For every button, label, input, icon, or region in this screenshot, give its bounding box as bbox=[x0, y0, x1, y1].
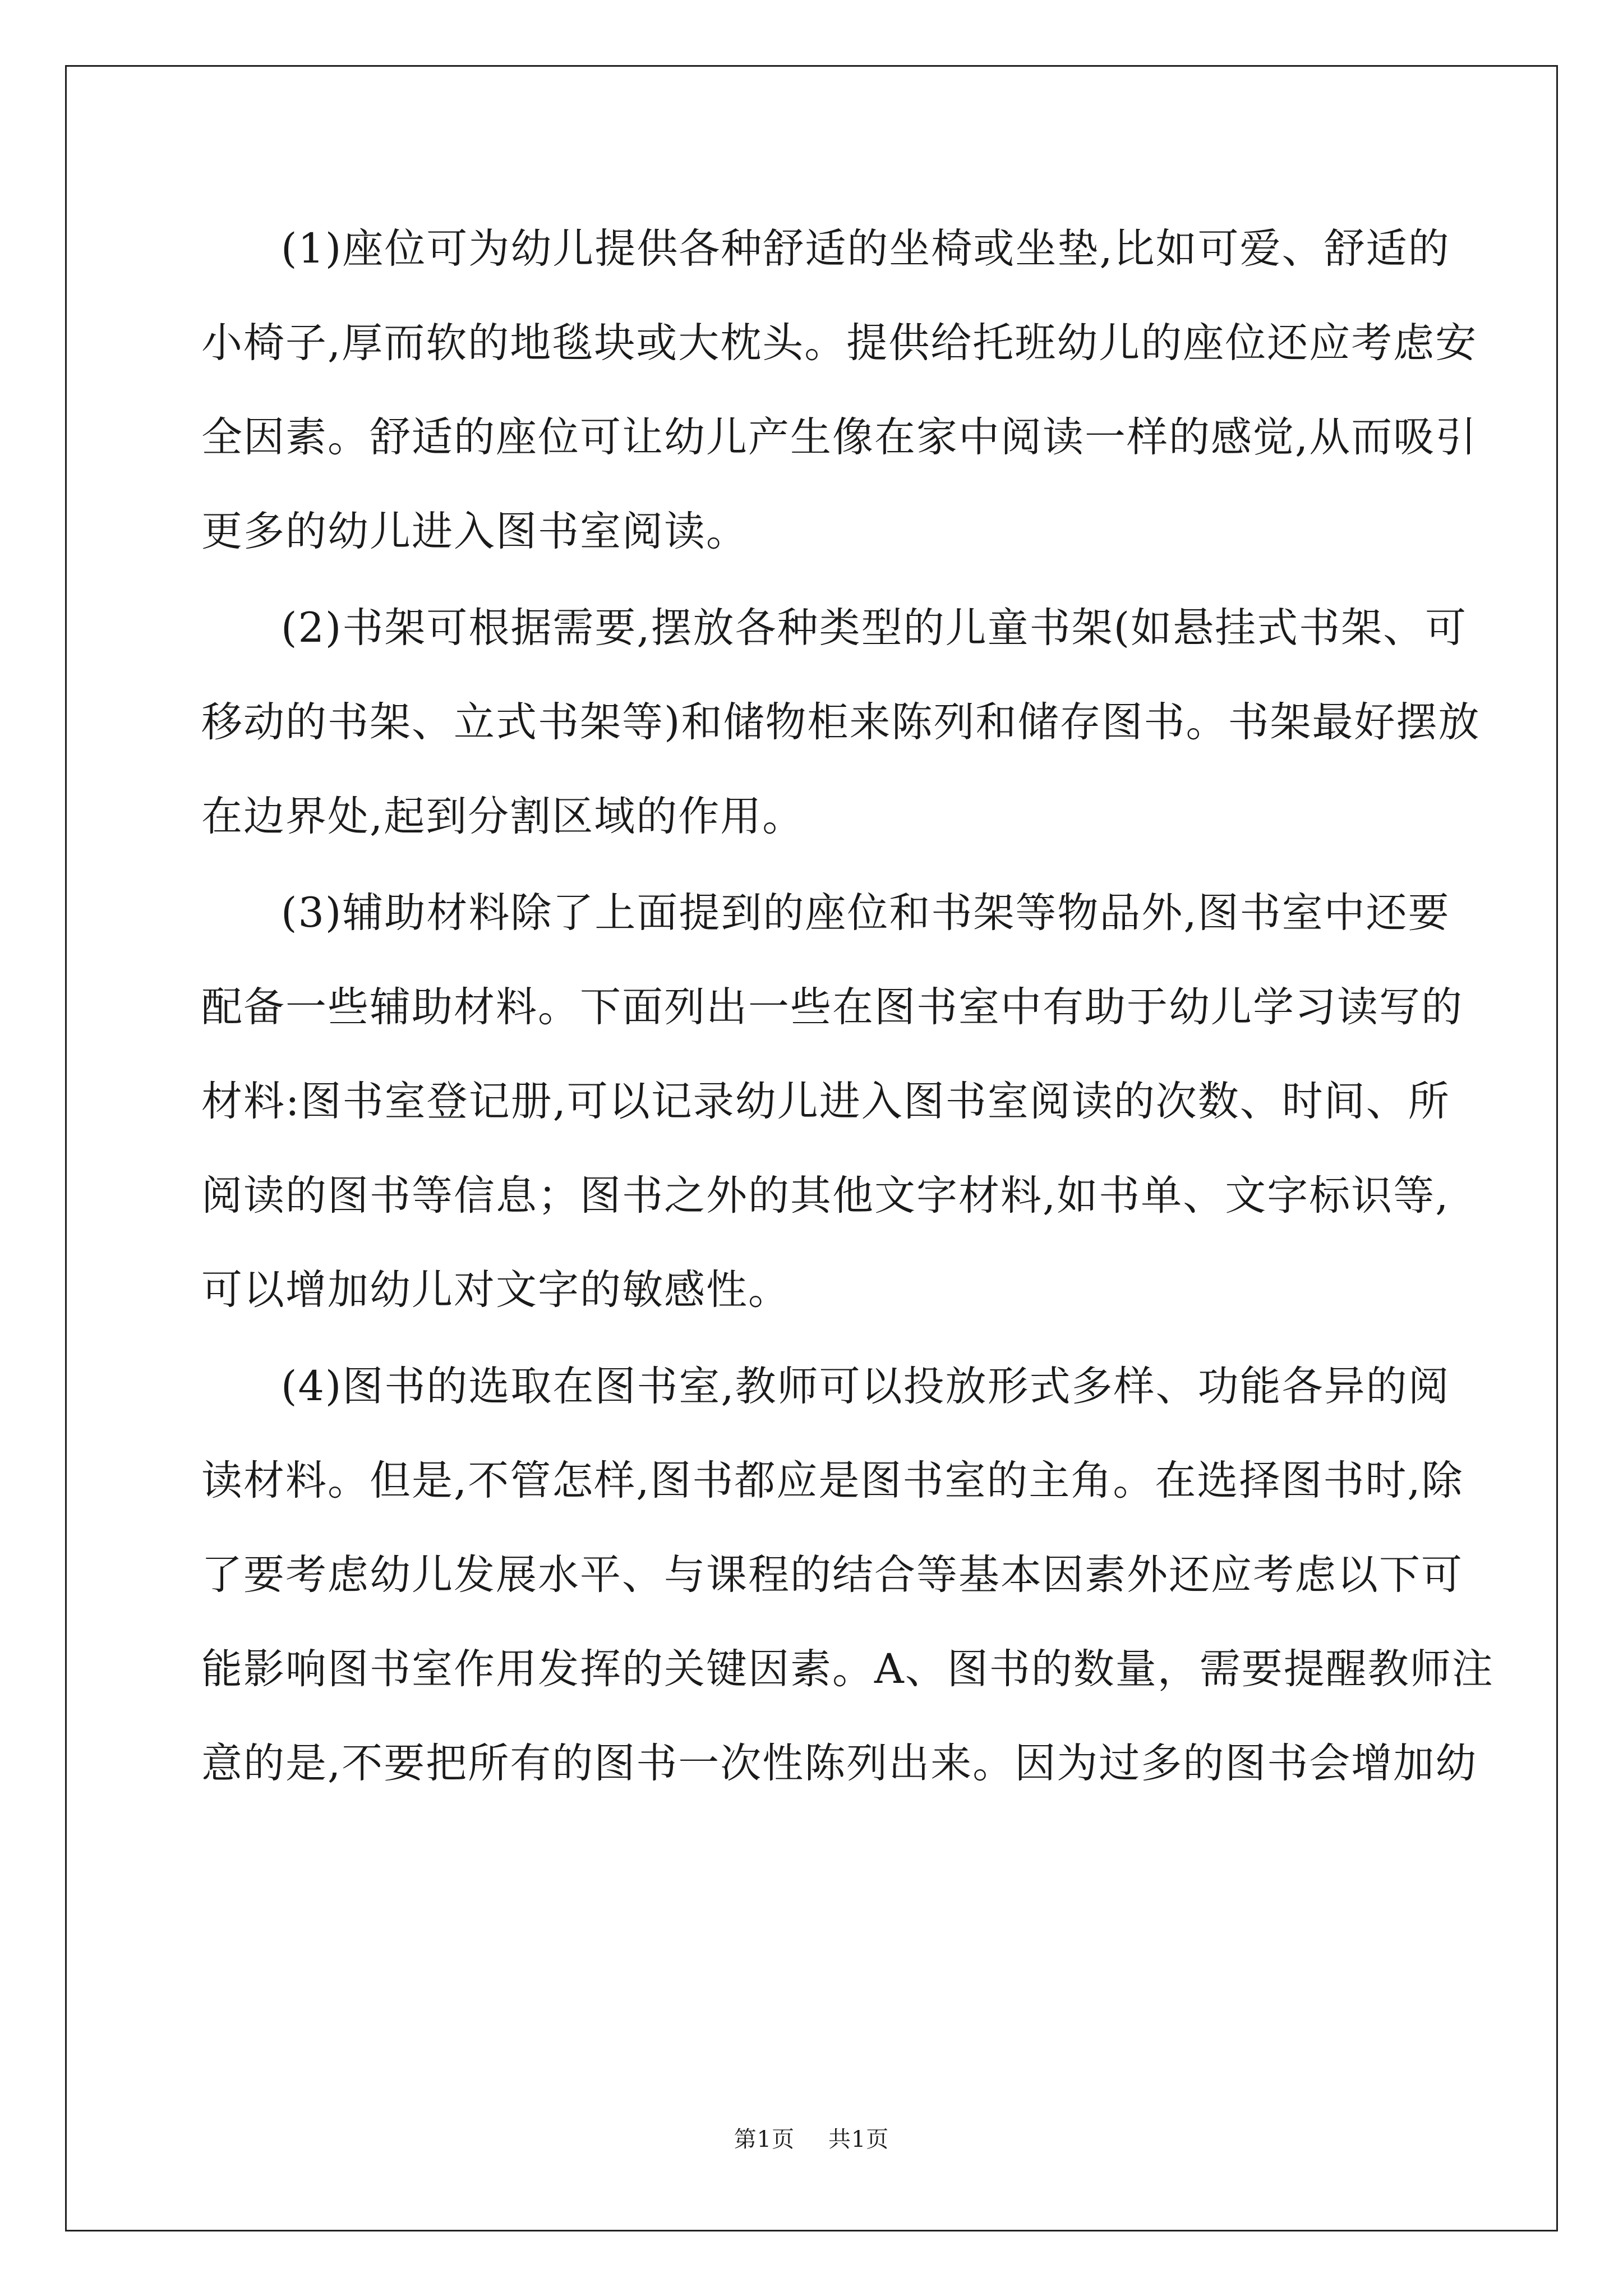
paragraph-line: 能影响图书室作用发挥的关键因素。A、图书的数量，需要提醒教师注 bbox=[201, 1645, 1494, 1693]
paragraph-line: 意的是,不要把所有的图书一次性陈列出来。因为过多的图书会增加幼 bbox=[201, 1740, 1478, 1787]
paragraph-1 bbox=[201, 202, 1478, 579]
paragraph-line: 阅读的图书等信息；图书之外的其他文字材料,如书单、文字标识等, bbox=[201, 1172, 1450, 1220]
paragraph-line: 了要考虑幼儿发展水平、与课程的结合等基本因素外还应考虑以下可 bbox=[201, 1551, 1463, 1599]
paragraph-line: 材料:图书室登记册,可以记录幼儿进入图书室阅读的次数、时间、所 bbox=[201, 1078, 1450, 1125]
paragraph-line: (2)书架可根据需要,摆放各种类型的儿童书架(如悬挂式书架、可 bbox=[281, 604, 1468, 652]
paragraph-line: (1)座位可为幼儿提供各种舒适的坐椅或坐垫,比如可爱、舒适的 bbox=[281, 225, 1450, 273]
paragraph-line: 全因素。舒适的座位可让幼儿产生像在家中阅读一样的感觉,从而吸引 bbox=[201, 413, 1478, 461]
document-body bbox=[201, 202, 1494, 1811]
paragraph-line: (4)图书的选取在图书室,教师可以投放形式多样、功能各异的阅 bbox=[281, 1363, 1450, 1410]
page-total: 共1页 bbox=[828, 2127, 889, 2152]
paragraph-3 bbox=[201, 866, 1463, 1337]
paragraph-line: 配备一些辅助材料。下面列出一些在图书室中有助于幼儿学习读写的 bbox=[201, 983, 1463, 1031]
paragraph-line: 小椅子,厚而软的地毯块或大枕头。提供给托班幼儿的座位还应考虑安 bbox=[201, 319, 1478, 367]
paragraph-4 bbox=[201, 1340, 1494, 1811]
paragraph-line: (3)辅助材料除了上面提到的座位和书架等物品外,图书室中还要 bbox=[281, 889, 1450, 937]
paragraph-line: 可以增加幼儿对文字的敏感性。 bbox=[201, 1266, 790, 1314]
page-footer bbox=[0, 2122, 1623, 2154]
paragraph-line: 读材料。但是,不管怎样,图书都应是图书室的主角。在选择图书时,除 bbox=[201, 1457, 1464, 1504]
page-number: 第1页 bbox=[734, 2127, 795, 2152]
paragraph-line: 在边界处,起到分割区域的作用。 bbox=[201, 793, 805, 840]
paragraph-line: 更多的幼儿进入图书室阅读。 bbox=[201, 508, 748, 555]
paragraph-2 bbox=[201, 581, 1481, 864]
paragraph-line: 移动的书架、立式书架等)和储物柜来陈列和储存图书。书架最好摆放 bbox=[201, 698, 1481, 746]
